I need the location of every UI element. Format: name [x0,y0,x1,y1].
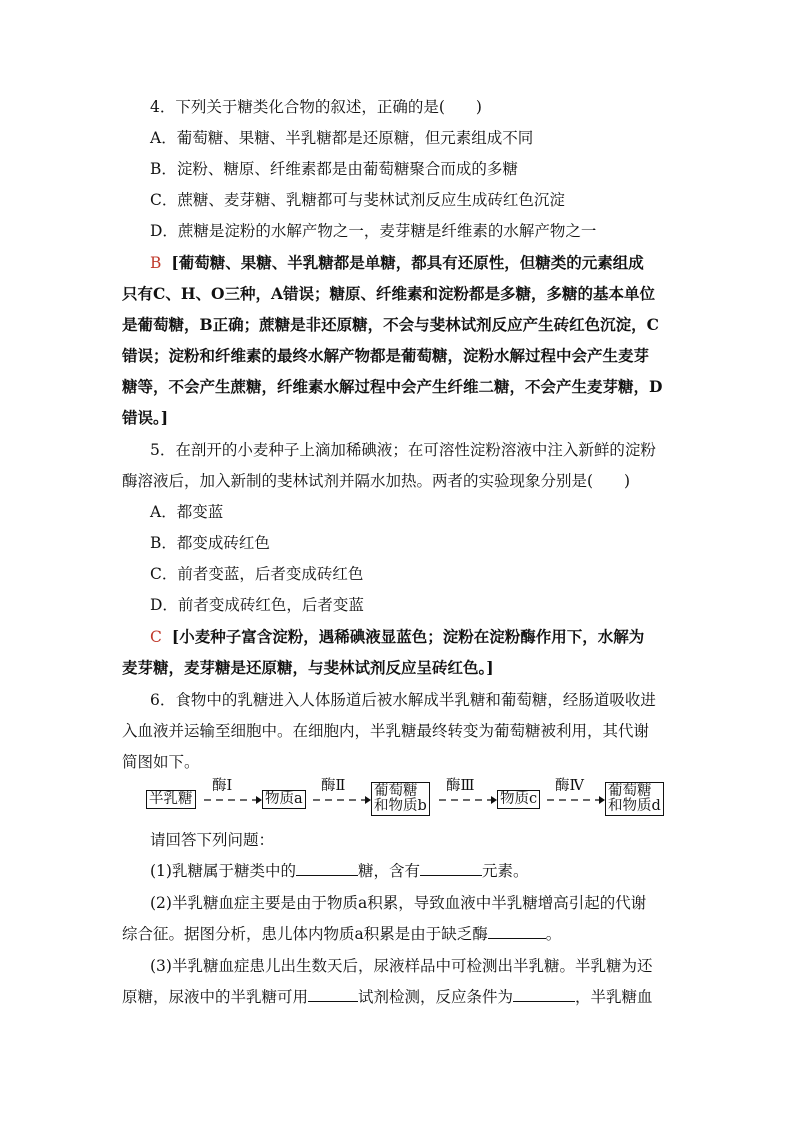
enzyme-label-3: 酶Ⅲ [446,778,475,794]
q5-option-c: C．前者变蓝，后者变成砖红色 [150,565,364,583]
q5-stem-line: 5．在剖开的小麦种子上滴加稀碘液；在可溶性淀粉溶液中注入新鲜的淀粉 [150,441,656,459]
q6-sub3-text: ，半乳糖血 [575,988,653,1006]
q6-prompt: 请回答下列问题： [150,831,275,849]
q5-option-b: B．都变成砖红色 [150,534,270,552]
q4-stem: 4．下列关于糖类化合物的叙述，正确的是( ) [150,98,482,116]
node-line: 葡萄糖 [608,783,652,799]
q6-sub2-text: 。 [545,925,562,943]
node-line: 和物质b [374,798,427,814]
q5-option-a: A．都变蓝 [150,503,224,521]
pathway-node-substance-c: 物质c [497,790,540,809]
q6-sub3-text: 试剂检测，反应条件为 [358,988,514,1006]
q5-explanation-line: 麦芽糖，麦芽糖是还原糖，与斐林试剂反应呈砖红色。] [122,658,494,677]
q4-option-d: D．蔗糖是淀粉的水解产物之一，麦芽糖是纤维素的水解产物之一 [150,222,597,240]
q4-option-b: B．淀粉、糖原、纤维素都是由葡萄糖聚合而成的多糖 [150,160,518,178]
q4-answer-letter: B [150,254,162,272]
pathway-node-glucose-and-d [605,782,664,816]
answer-blank[interactable] [488,923,546,939]
q4-explanation-line [150,252,710,274]
node-line: 和物质d [608,798,661,814]
q4-explanation-line: 错误。] [122,408,169,427]
enzyme-label-1: 酶Ⅰ [212,778,233,794]
q4-explanation-line: 错误；淀粉和纤维素的最终水解产物都是葡萄糖，淀粉水解过程中会产生麦芽 [122,346,650,365]
q5-explanation-text: [小麦种子富含淀粉，遇稀碘液显蓝色；淀粉在淀粉酶作用下，水解为 [171,627,645,646]
q4-explanation-line: 糖等，不会产生蔗糖，纤维素水解过程中会产生纤维二糖，不会产生麦芽糖，D [122,377,663,396]
q5-explanation-line [150,626,710,648]
q6-sub2-text: 综合征。据图分析，患儿体内物质a积累是由于缺乏酶 [122,925,488,943]
q6-stem-line: 6．食物中的乳糖进入人体肠道后被水解成半乳糖和葡萄糖，经肠道吸收进 [150,691,656,709]
answer-blank[interactable] [308,986,358,1002]
q6-stem-line: 简图如下。 [122,753,200,771]
pathway-arrow [439,800,497,802]
q4-option-a: A．葡萄糖、果糖、半乳糖都是还原糖，但元素组成不同 [150,129,534,147]
q6-sub3-text: 原糖，尿液中的半乳糖可用 [122,988,309,1006]
q5-option-d: D．前者变成砖红色，后者变蓝 [150,596,364,614]
answer-blank[interactable] [513,986,575,1002]
q6-sub2-line: (2)半乳糖血症主要是由于物质a积累，导致血液中半乳糖增高引起的代谢 [150,894,647,912]
q6-sub1-text: 糖，含有 [357,862,420,880]
enzyme-label-2: 酶Ⅱ [321,778,346,794]
q5-answer-letter: C [150,628,162,646]
pathway-node-substance-a: 物质a [262,790,306,809]
q6-sub2-line [122,923,682,945]
q5-stem-line: 酶溶液后，加入新制的斐林试剂并隔水加热。两者的实验现象分别是( ) [122,472,631,490]
q4-explanation-line: 只有C、H、O三种，A错误；糖原、纤维素和淀粉都是多糖，多糖的基本单位 [122,284,656,303]
answer-blank[interactable] [296,860,358,876]
pathway-arrow [547,800,605,802]
q4-option-c: C．蔗糖、麦芽糖、乳糖都可与斐林试剂反应生成砖红色沉淀 [150,191,565,209]
q6-sub3-line: (3)半乳糖血症患儿出生数天后，尿液样品中可检测出半乳糖。半乳糖为还 [150,957,653,975]
answer-blank[interactable] [420,860,482,876]
q6-sub1 [150,860,710,882]
node-line: 葡萄糖 [374,783,418,799]
q6-sub1-text: (1)乳糖属于糖类中的 [150,862,296,880]
enzyme-label-4: 酶Ⅳ [555,778,584,794]
pathway-arrow [204,800,262,802]
q4-explanation-text: [葡萄糖、果糖、半乳糖都是单糖，都具有还原性，但糖类的元素组成 [171,253,644,272]
galactose-pathway-diagram [146,780,666,820]
pathway-node-galactose: 半乳糖 [146,790,196,809]
q6-stem-line: 入血液并运输至细胞中。在细胞内，半乳糖最终转变为葡萄糖被利用，其代谢 [122,722,650,740]
q6-sub1-text: 元素。 [481,862,529,880]
pathway-arrow [313,800,371,802]
q6-sub3-line [122,986,682,1008]
q4-explanation-line: 是葡萄糖，B正确；蔗糖是非还原糖，不会与斐林试剂反应产生砖红色沉淀，C [122,315,659,334]
pathway-node-glucose-and-b [371,782,430,816]
